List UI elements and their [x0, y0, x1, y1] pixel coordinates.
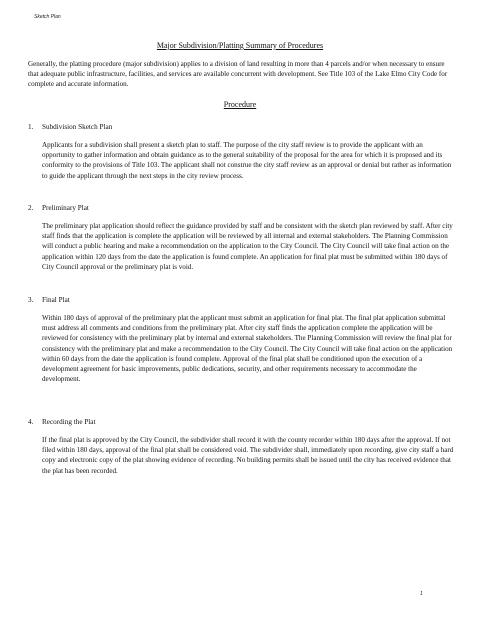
intro-paragraph: Generally, the platting procedure (major subdivision) applies to a division of land resulting in more than 4 parcels and/or when necessary to ensure that adequate public infrastructure, facilities, and services are available concurrent with development. See Title 103 of the Lake Elmo City Code for complete and accurate information.	[28, 60, 448, 89]
item-text-sketch-plan: Applicants for a subdivision shall present a sketch plan to staff. The purpose of the city staff review is to provide the applicant with an opportunity to gather information and obtain guidance as to the general suitability of the proposal for the area for which it is proposed and its conformity to the provisions of Title 103. The applicant shall not construe the city staff review as an approval or denial but rather as information to guide the applicant through the next steps in the city review process.	[42, 141, 452, 180]
item-number: 2.	[28, 204, 34, 212]
item-title: Subdivision Sketch Plan	[42, 123, 113, 131]
procedure-heading: Procedure	[223, 100, 257, 109]
header-tag: Sketch Plan	[34, 14, 61, 20]
item-title: Recording the Plat	[42, 418, 96, 426]
item-title: Preliminary Plat	[42, 204, 89, 212]
item-heading-sketch-plan	[28, 123, 112, 131]
item-text-final-plat: Within 180 days of approval of the preliminary plat the applicant must submit an application for final plat. The final plat application submittal must address all comments and conditions from the preliminary plat. After city staff finds the application complete the application will be reviewed for consistency with the preliminary plat by internal and external stakeholders. The Planning Commission will review the final plat for consistency with the preliminary plat and make a recommendation to the City Council. The City Council will take final action on the application within 60 days from the date the application is found complete. Approval of the final plat shall be conditioned upon the execution of a development agreement for basic improvements, public dedications, security, and other requirements necessary to accommodate the development.	[42, 314, 453, 384]
item-title: Final Plat	[42, 296, 70, 304]
item-heading-recording-plat	[28, 418, 96, 426]
item-heading-preliminary-plat	[28, 204, 89, 212]
item-heading-final-plat	[28, 296, 70, 304]
page-number: 1	[420, 591, 423, 597]
item-text-preliminary-plat: The preliminary plat application should reflect the guidance provided by staff and be consistent with the sketch plan reviewed by staff. After city staff finds that the application is complete the application will be reviewed by all internal and external stakeholders. The Planning Commission will conduct a public hearing and make a recommendation on the application to the City Council. The City Council will take final action on the application within 120 days from the date the application is found complete. An application for final plat must be submitted within 180 days of City Council approval or the preliminary plat is void.	[42, 222, 453, 271]
item-number: 1.	[28, 123, 34, 131]
item-number: 4.	[28, 418, 34, 426]
document-title: Major Subdivision/Platting Summary of Procedures	[156, 41, 324, 50]
item-text-recording-plat: If the final plat is approved by the City Council, the subdivider shall record it with the county recorder within 180 days after the approval. If not filed within 180 days, approval of the final plat shall be considered void. The subdivider shall, immediately upon recording, give city staff a hard copy and electronic copy of the plat showing evidence of recording. No building permits shall be issued until the city has received evidence that the plat has been recorded.	[42, 436, 454, 475]
item-number: 3.	[28, 296, 34, 304]
